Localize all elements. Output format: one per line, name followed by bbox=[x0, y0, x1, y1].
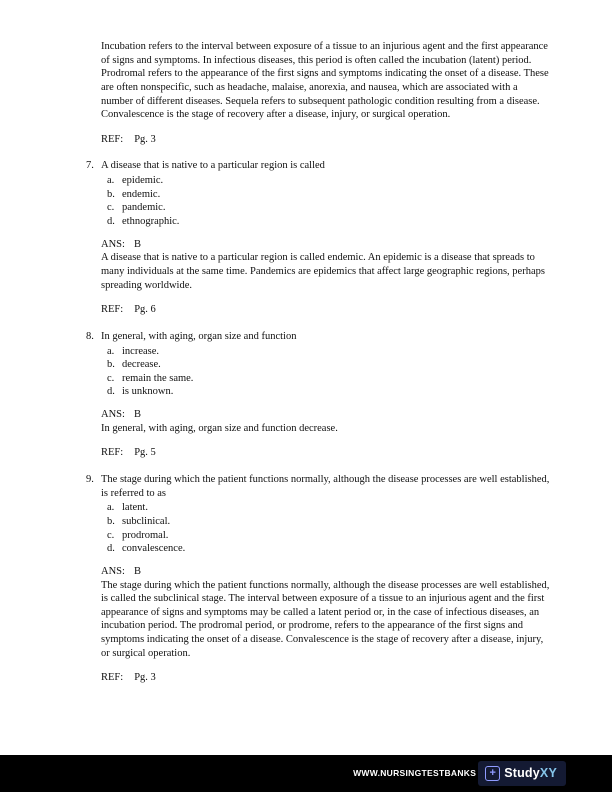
answer-value: B bbox=[133, 238, 141, 250]
page-content bbox=[86, 40, 552, 685]
ref-line bbox=[101, 446, 552, 460]
footer-bar bbox=[0, 755, 612, 792]
option-letter: d. bbox=[107, 543, 115, 555]
question-number: 7. bbox=[86, 160, 94, 172]
option-text: epidemic. bbox=[122, 175, 164, 187]
option-letter: c. bbox=[107, 202, 115, 214]
option-letter: d. bbox=[107, 386, 115, 398]
ref-value: Pg. 6 bbox=[134, 304, 156, 316]
options-list bbox=[101, 501, 552, 556]
logo-xy-text: XY bbox=[539, 766, 557, 781]
option-text: endemic. bbox=[122, 188, 161, 200]
option-row bbox=[101, 515, 552, 529]
option-text: subclinical. bbox=[122, 515, 171, 527]
ref-value: Pg. 5 bbox=[134, 447, 156, 459]
question-text: In general, with aging, organ size and function bbox=[101, 330, 297, 342]
option-letter: a. bbox=[107, 175, 115, 187]
options-list bbox=[101, 174, 552, 229]
option-text: prodromal. bbox=[122, 529, 169, 541]
studyxy-logo bbox=[478, 761, 566, 786]
intro-explanation: Incubation refers to the interval between exposure of a tissue to an injurious agent and the first appearance of signs and symptoms. In infectious diseases, this period is often called the incubation (latent) period. Prodromal refers to the appearance of the first signs and symptoms indicating the onset of a disease. These are often nonspecific, such as headache, malaise, anorexia, and nausea, which are associated with a number of different diseases. Sequela refers to subsequent pathologic condition resulting from a disease. Convalescence is the stage of recovery after a disease, injury, or surgical operation. bbox=[101, 41, 549, 121]
option-text: increase. bbox=[122, 345, 160, 357]
ref-label: REF: bbox=[101, 133, 124, 145]
option-row bbox=[101, 201, 552, 215]
option-letter: b. bbox=[107, 188, 115, 200]
site-url: WWW.NURSINGTESTBANKS bbox=[353, 767, 477, 778]
option-letter: b. bbox=[107, 515, 115, 527]
option-letter: b. bbox=[107, 359, 115, 371]
option-text: is unknown. bbox=[122, 386, 174, 398]
option-letter: c. bbox=[107, 372, 115, 384]
option-row bbox=[101, 345, 552, 359]
option-row bbox=[101, 215, 552, 229]
option-letter: a. bbox=[107, 345, 115, 357]
options-list bbox=[101, 345, 552, 400]
question-body bbox=[101, 159, 552, 316]
plus-icon: + bbox=[485, 766, 500, 781]
option-row bbox=[101, 501, 552, 515]
question-number: 8. bbox=[86, 330, 94, 342]
option-row bbox=[101, 542, 552, 556]
ref-line bbox=[101, 671, 552, 685]
question-body bbox=[101, 473, 552, 685]
question-7 bbox=[86, 159, 552, 316]
logo-study-text: Study bbox=[504, 766, 540, 781]
explanation-text: The stage during which the patient functions normally, although the disease processes are well established, is called the subclinical stage. The interval between exposure of a tissue to an injurious agent and the first appearance of signs and symptoms may be called a latent period or, in the case of infectious diseases, an incubation period. The prodromal period, or prodrome, refers to the appearance of the first signs and symptoms indicating the onset of a disease. Convalescence is the stage of recovery after a disease, injury, or surgical operation. bbox=[101, 579, 550, 659]
question-9 bbox=[86, 473, 552, 685]
option-text: convalescence. bbox=[122, 543, 186, 555]
option-text: ethnographic. bbox=[122, 216, 180, 228]
answer-label: ANS: bbox=[101, 565, 125, 577]
option-letter: c. bbox=[107, 529, 115, 541]
option-row bbox=[101, 372, 552, 386]
ref-line bbox=[101, 303, 552, 317]
answer-line bbox=[101, 565, 552, 579]
ref-value: Pg. 3 bbox=[134, 672, 156, 684]
question-body bbox=[101, 330, 552, 460]
answer-value: B bbox=[133, 565, 141, 577]
ref-label: REF: bbox=[101, 304, 124, 316]
ref-line bbox=[101, 133, 552, 147]
option-row bbox=[101, 188, 552, 202]
question-text: A disease that is native to a particular region is called bbox=[101, 160, 325, 172]
option-row bbox=[101, 529, 552, 543]
option-letter: d. bbox=[107, 216, 115, 228]
explanation-text: In general, with aging, organ size and function decrease. bbox=[101, 422, 338, 434]
option-text: pandemic. bbox=[122, 202, 166, 214]
explanation-text: A disease that is native to a particular region is called endemic. An epidemic is a disease that spreads to many individuals at the same time. Pandemics are epidemics that affect large geographic regions, perhaps spreading worldwide. bbox=[101, 252, 545, 291]
ref-label: REF: bbox=[101, 447, 124, 459]
option-text: remain the same. bbox=[122, 372, 194, 384]
ref-label: REF: bbox=[101, 672, 124, 684]
answer-label: ANS: bbox=[101, 409, 125, 421]
answer-value: B bbox=[133, 409, 141, 421]
option-row bbox=[101, 174, 552, 188]
option-row bbox=[101, 385, 552, 399]
answer-line bbox=[101, 238, 552, 252]
question-number: 9. bbox=[86, 474, 94, 486]
ref-value: Pg. 3 bbox=[134, 133, 156, 145]
option-row bbox=[101, 358, 552, 372]
option-text: decrease. bbox=[122, 359, 161, 371]
option-letter: a. bbox=[107, 502, 115, 514]
question-8 bbox=[86, 330, 552, 460]
answer-line bbox=[101, 408, 552, 422]
option-text: latent. bbox=[122, 502, 148, 514]
question-text: The stage during which the patient functions normally, although the disease processes are well established, is referred to as bbox=[101, 474, 550, 499]
answer-label: ANS: bbox=[101, 238, 125, 250]
